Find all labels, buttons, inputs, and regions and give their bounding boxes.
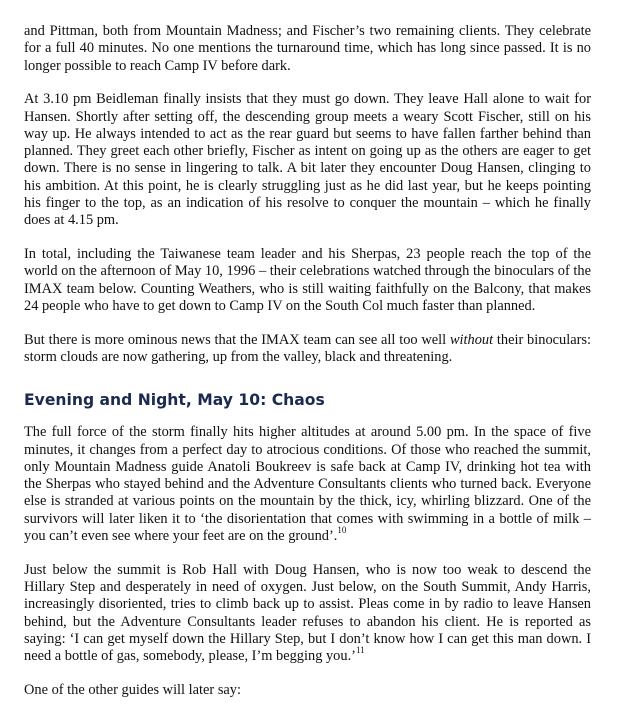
paragraph-storm-warning bbox=[24, 332, 591, 367]
paragraph-hall-hansen bbox=[24, 562, 591, 666]
paragraph-guide-quote-intro: One of the other guides will later say: bbox=[24, 681, 241, 698]
section-heading: Evening and Night, May 10: Chaos bbox=[24, 391, 325, 410]
paragraph-descent-begins: At 3.10 pm Beidleman finally insists that they must go down. They leave Hall alone to wait for Hansen. Shortly after setting off, the descending group meets a weary Scott Fischer, still on his way up. He always intended to act as the rear guard but seems to have fallen farther behind than planned. They greet each other briefly, Fischer as intent on going up as the others are eager to get down. There is no sense in lingering to talk. A bit later they encounter Doug Hansen, clinging to his ambition. At this point, he is clearly struggling just as he did last year, but he keeps pointing his finger to the top, as an indication of his resolve to conquer the mountain – which he finally does at 4.15 pm. bbox=[24, 91, 591, 229]
storm-text-after: their binoculars: storm clouds are now gathering, up from the valley, black and threatening. bbox=[24, 331, 591, 365]
paragraph-storm-hits bbox=[24, 424, 591, 545]
storm-text-before: But there is more ominous news that the IMAX team can see all too well bbox=[24, 331, 450, 348]
paragraph-summit-celebration: and Pittman, both from Mountain Madness; and Fischer’s two remaining clients. They celebrate for a full 40 minutes. No one mentions the turnaround time, which has long since passed. It is no longer possible to reach Camp IV before dark. bbox=[24, 23, 591, 74]
storm-hits-text: The full force of the storm finally hits higher altitudes at around 5.00 pm. In the space of five minutes, it changes from a perfect day to atrocious conditions. Of those who reached the summit, only Mountain Madness guide Anatoli Boukreev is safe back at Camp IV, drinking hot tea with the Sherpas who stayed behind and the Adventure Consultants clients who turned back. Everyone else is stranded at various points on the mountain by the thick, icy, whirling blizzard. One of the survivors will later liken it to ‘the disorientation that comes with swimming in a bottle of milk – you can’t even see where your feet are on the ground’. bbox=[24, 424, 591, 544]
footnote-marker-10[interactable]: 10 bbox=[337, 525, 347, 536]
document-page bbox=[24, 0, 591, 716]
footnote-marker-11[interactable]: 11 bbox=[355, 645, 365, 656]
paragraph-summit-count: In total, including the Taiwanese team leader and his Sherpas, 23 people reach the top of the world on the afternoon of May 10, 1996 – their celebrations watched through the binoculars of the IMAX team below. Counting Weathers, who is still waiting faithfully on the Balcony, that makes 24 people who have to get down to Camp IV on the South Col much faster than planned. bbox=[24, 246, 591, 314]
hall-hansen-text: Just below the summit is Rob Hall with Doug Hansen, who is now too weak to descend the Hillary Step and desperately in need of oxygen. Just below, on the South Summit, Andy Harris, increasingly disoriented, tries to climb back up to assist. Pleas come in by radio to leave Hansen behind, but the Adventure Consultants leader refuses to abandon his client. He is reported as saying: ‘I can get myself down the Hillary Step, but I don’t know how I can get this man down. I need a bottle of gas, somebody, please, I’m begging you.’ bbox=[24, 561, 591, 665]
storm-text-emphasis: without bbox=[449, 331, 494, 348]
